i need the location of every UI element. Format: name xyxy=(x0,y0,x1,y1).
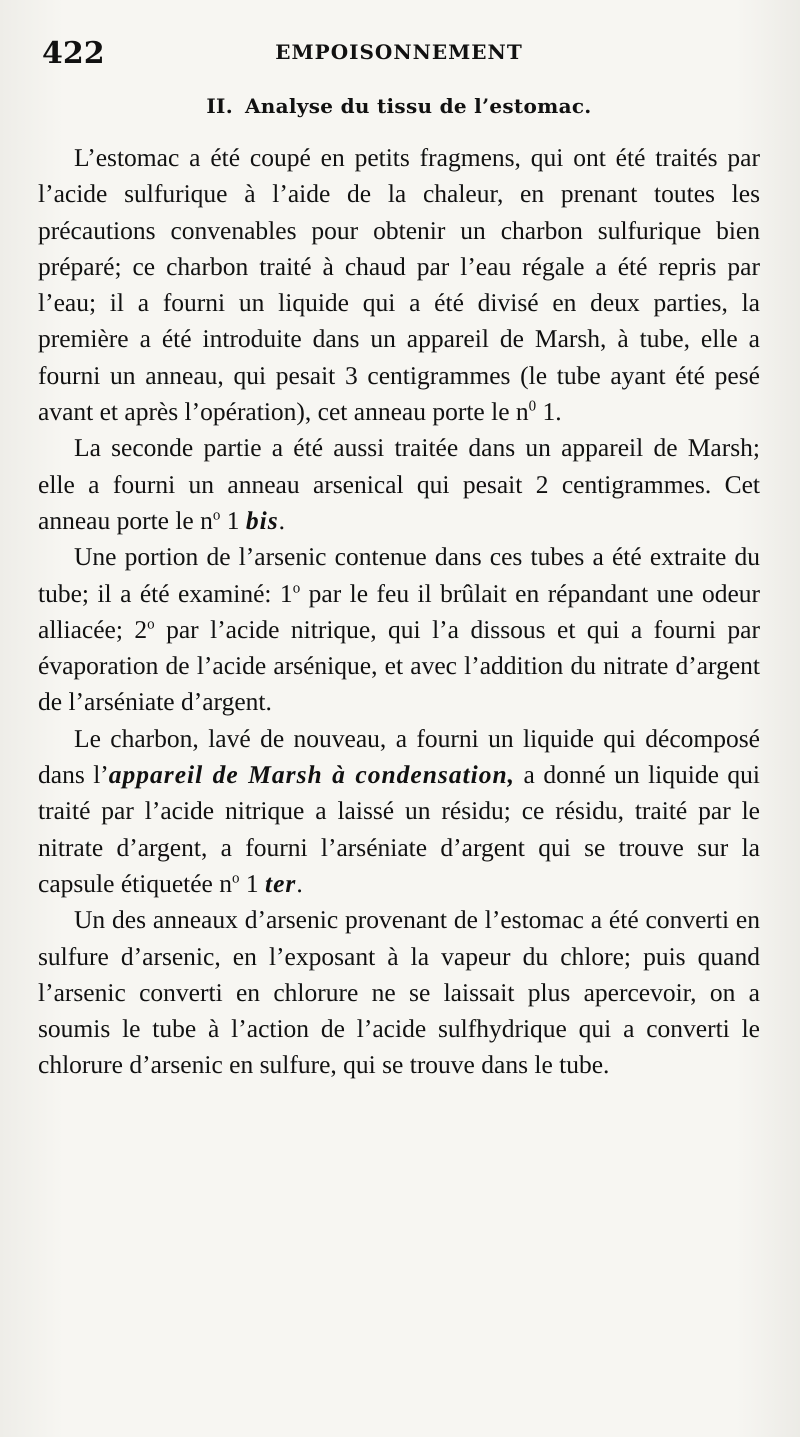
superscript: o xyxy=(212,507,221,524)
paragraph-text: Une portion de l’arsenic contenue dans ces tubes a été extraite du tube; il a été examiné: 1 xyxy=(38,542,760,608)
paragraph-4 xyxy=(38,721,760,902)
paragraph-text-tail: par l’acide nitrique, qui l’a dissous et qui a fourni par évaporation de l’acide arsénique, et avec l’addition du nitrate d’argent de l’arséniate d’argent. xyxy=(38,614,760,717)
paragraph-text: L’estomac a été coupé en petits fragmens, qui ont été traités par l’acide sulfurique à l’aide de la chaleur, en prenant toutes les précautions convenables pour obtenir un charbon sulfurique bien préparé; ce charbon traité à chaud par l’eau régale a été repris par l’eau; il a fourni un liquide qui a été divisé en deux parties, la première a été introduite dans un appareil de Marsh, à tube, elle a fourni un anneau, qui pesait 3 centigrammes (le tube ayant été pesé avant et après l’opération), cet anneau porte le n xyxy=(38,143,760,427)
paragraph-5 xyxy=(38,902,760,1083)
running-head xyxy=(38,28,760,72)
paragraph-text-mid: 1 xyxy=(220,505,246,535)
italic-term: ter xyxy=(265,868,297,898)
paragraph-text: Un des anneaux d’arsenic provenant de l’estomac a été converti en sulfure d’arsenic, en l’exposant à la vapeur du chlore; puis quand l’arsenic converti en chlorure ne se laissait plus apercevoir, on a soumis le tube à l’action de l’acide sulfhydrique qui a converti le chlorure d’arsenic en sulfure, qui se trouve dans le tube. xyxy=(38,905,760,1080)
paragraph-text: La seconde partie a été aussi traitée dans un appareil de Marsh; elle a fourni un anneau arsenical qui pesait 2 centigrammes. Cet anneau porte le n xyxy=(38,433,760,535)
paragraph-text: Le charbon, lavé de nouveau, a fourni un liquide qui décomposé dans l’ xyxy=(38,723,760,790)
italic-term: appareil de Marsh à condensation, xyxy=(108,760,516,790)
page-number: 422 xyxy=(42,36,105,71)
italic-term: bis xyxy=(245,505,279,535)
paragraph-text-tail: 1. xyxy=(536,397,562,427)
superscript: 0 xyxy=(528,398,537,415)
section-number: II. xyxy=(206,94,233,118)
paragraph-text-tail: . xyxy=(278,505,286,535)
paragraph-text-mid: par le feu il brûlait en répandant une odeur alliacée; 2 xyxy=(38,578,761,644)
paragraph-text-tail: . xyxy=(296,868,303,898)
paragraph-2 xyxy=(38,430,760,539)
body-text xyxy=(38,140,760,1084)
paragraph-1 xyxy=(38,140,760,430)
superscript: o xyxy=(147,616,155,633)
section-title: Analyse du tissu de l’estomac. xyxy=(244,94,592,118)
paragraph-text-tail: a donné un liquide qui traité par l’acide nitrique a laissé un résidu; ce résidu, traité par le nitrate d’argent, a fourni l’arséniate d’argent qui se trouve sur la capsule étiquetée n xyxy=(38,760,760,898)
paragraph-3 xyxy=(38,539,760,720)
superscript: o xyxy=(292,580,301,597)
superscript: o xyxy=(232,870,240,887)
running-title: EMPOISONNEMENT xyxy=(275,40,523,64)
paragraph-text-mid: 1 xyxy=(239,868,265,898)
section-heading xyxy=(38,94,760,118)
